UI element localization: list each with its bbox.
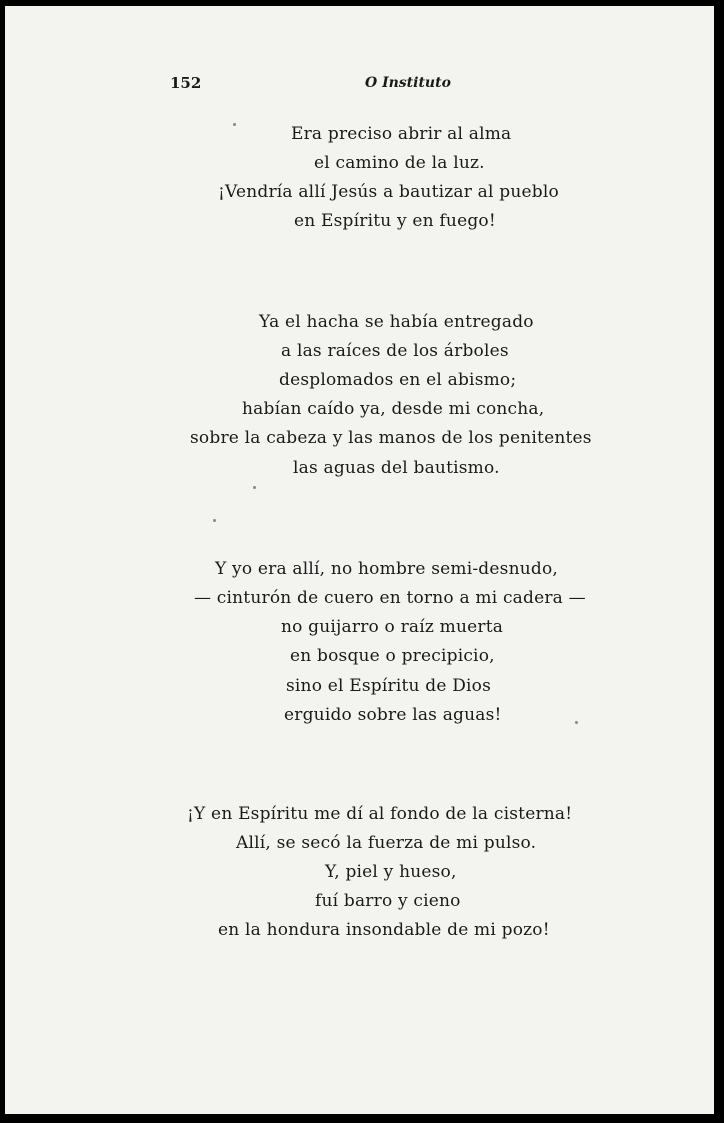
verse-line: en Espíritu y en fuego! (294, 211, 496, 231)
paper-speck (575, 721, 578, 724)
running-title: O Instituto (365, 75, 451, 91)
verse-line: sobre la cabeza y las manos de los penitentes (190, 428, 592, 448)
paper-speck (213, 519, 216, 522)
verse-line: en la hondura insondable de mi pozo! (218, 920, 550, 940)
verse-line: en bosque o precipicio, (290, 646, 495, 666)
verse-line: Era preciso abrir al alma (291, 124, 512, 144)
paper-speck (253, 486, 256, 489)
verse-line: Allí, se secó la fuerza de mi pulso. (236, 833, 537, 853)
verse-line: no guijarro o raíz muerta (281, 617, 504, 637)
page-number: 152 (170, 74, 202, 92)
verse-line: — cinturón de cuero en torno a mi cadera — (194, 588, 586, 608)
book-page (5, 6, 714, 1114)
verse-line: fuí barro y cieno (315, 891, 461, 911)
verse-line: Y yo era allí, no hombre semi-desnudo, (215, 559, 558, 579)
verse-line: sino el Espíritu de Dios (286, 676, 492, 696)
verse-line: las aguas del bautismo. (293, 458, 500, 478)
paper-speck (233, 123, 236, 126)
verse-line: ¡Vendría allí Jesús a bautizar al pueblo (218, 182, 559, 202)
verse-line: a las raíces de los árboles (281, 341, 509, 361)
verse-line: Y, piel y hueso, (325, 862, 457, 882)
verse-line: Ya el hacha se había entregado (259, 312, 534, 332)
verse-line: desplomados en el abismo; (279, 370, 517, 390)
verse-line: erguido sobre las aguas! (284, 705, 502, 725)
verse-line: habían caído ya, desde mi concha, (242, 399, 545, 419)
verse-line: el camino de la luz. (314, 153, 485, 173)
verse-line: ¡Y en Espíritu me dí al fondo de la cisterna! (187, 804, 573, 824)
